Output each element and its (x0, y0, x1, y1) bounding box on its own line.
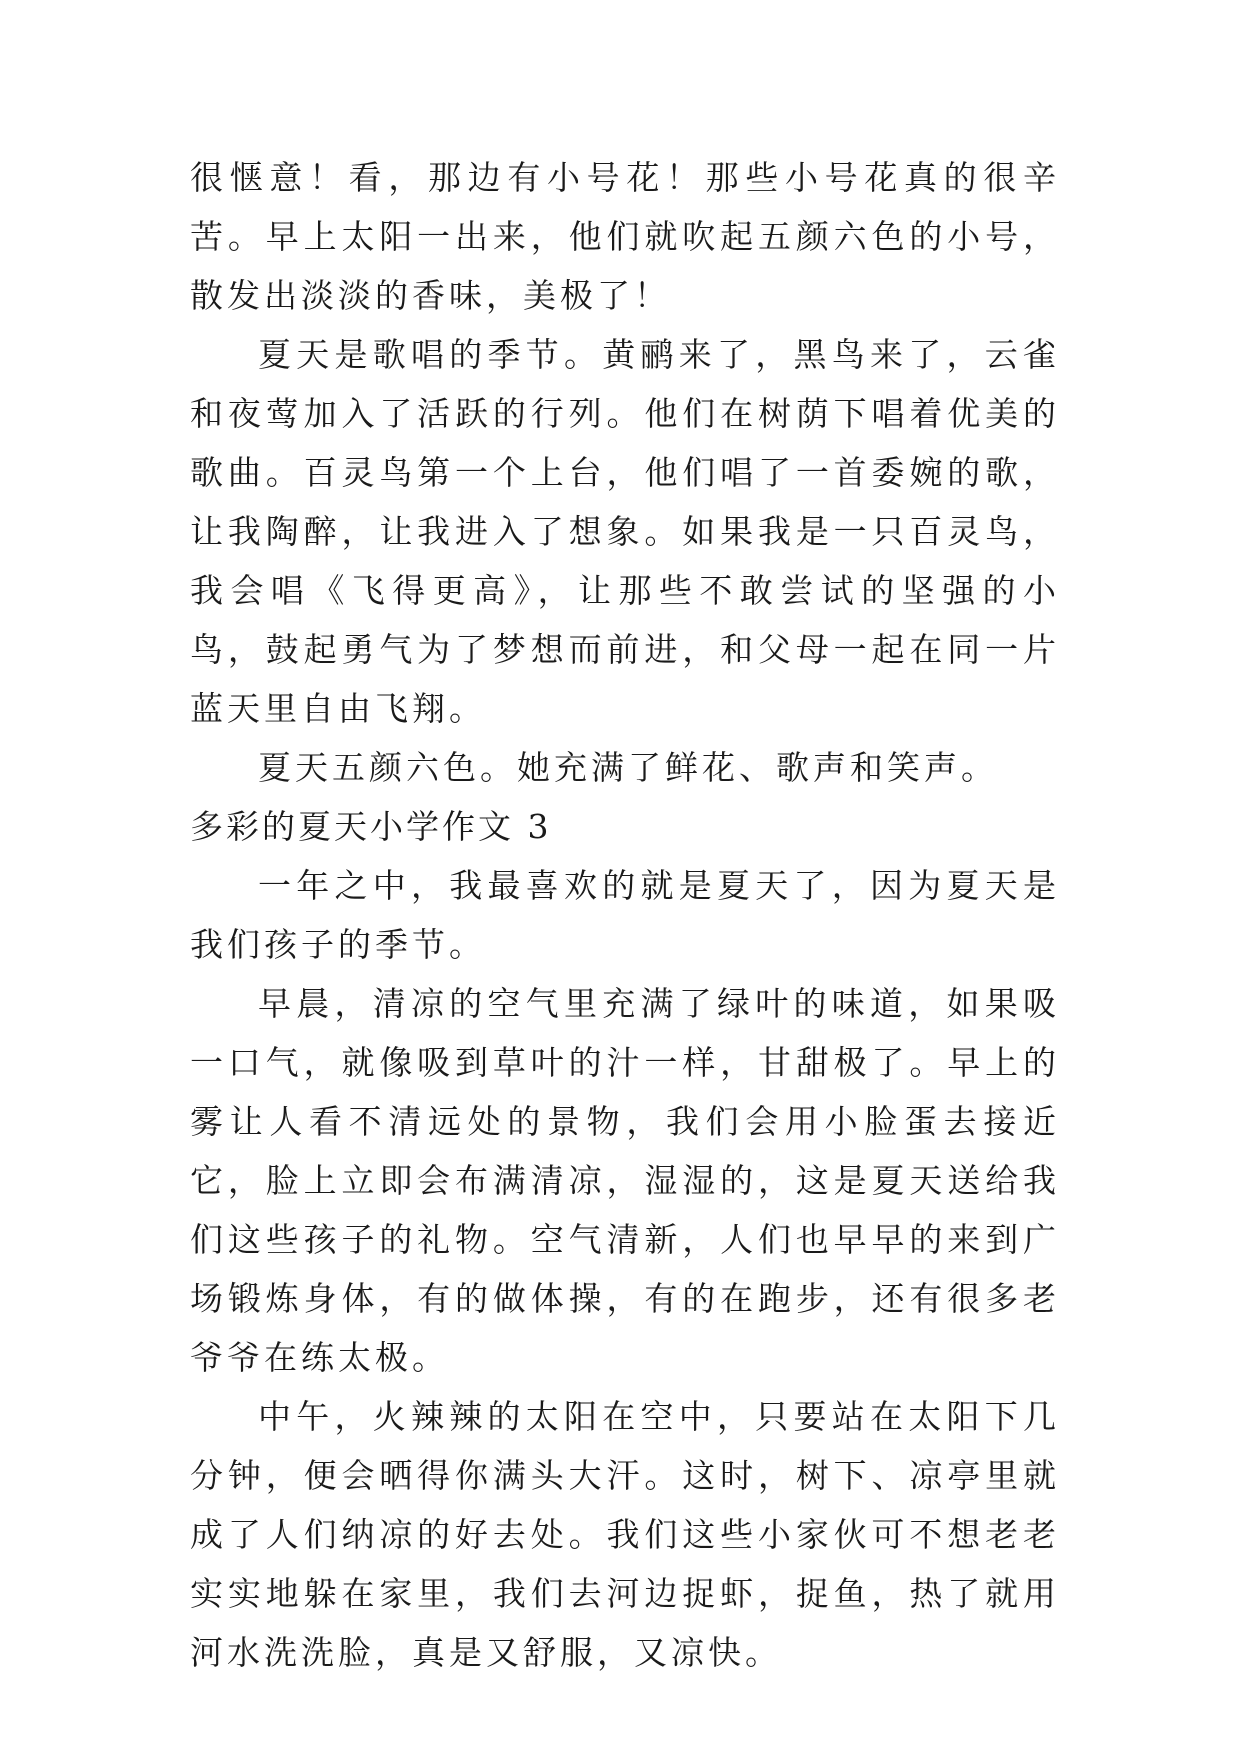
paragraph-2: 夏天是歌唱的季节。黄鹂来了，黑鸟来了，云雀和夜莺加入了活跃的行列。他们在树荫下唱着优美的歌曲。百灵鸟第一个上台，他们唱了一首委婉的歌，让我陶醉，让我进入了想象。如果我是一只百灵鸟，我会唱《飞得更高》，让那些不敢尝试的坚强的小鸟，鼓起勇气为了梦想而前进，和父母一起在同一片蓝天里自由飞翔。 (190, 335, 1060, 728)
paragraph-1: 很惬意！看，那边有小号花！那些小号花真的很辛苦。早上太阳一出来，他们就吹起五颜六色的小号，散发出淡淡的香味，美极了！ (190, 158, 1060, 315)
essay-heading: 多彩的夏天小学作文 3 (190, 807, 552, 846)
document-body (190, 148, 1060, 1682)
paragraph-6: 中午，火辣辣的太阳在空中，只要站在太阳下几分钟，便会晒得你满头大汗。这时，树下、凉亭里就成了人们纳凉的好去处。我们这些小家伙可不想老老实实地躲在家里，我们去河边捉虾，捉鱼，热了就用河水洗洗脸，真是又舒服，又凉快。 (190, 1397, 1060, 1672)
paragraph-4: 一年之中，我最喜欢的就是夏天了，因为夏天是我们孩子的季节。 (190, 866, 1060, 964)
paragraph-3: 夏天五颜六色。她充满了鲜花、歌声和笑声。 (258, 748, 998, 787)
paragraph-5: 早晨，清凉的空气里充满了绿叶的味道，如果吸一口气，就像吸到草叶的汁一样，甘甜极了。早上的雾让人看不清远处的景物，我们会用小脸蛋去接近它，脸上立即会布满清凉，湿湿的，这是夏天送给我们这些孩子的礼物。空气清新，人们也早早的来到广场锻炼身体，有的做体操，有的在跑步，还有很多老爷爷在练太极。 (190, 984, 1060, 1377)
